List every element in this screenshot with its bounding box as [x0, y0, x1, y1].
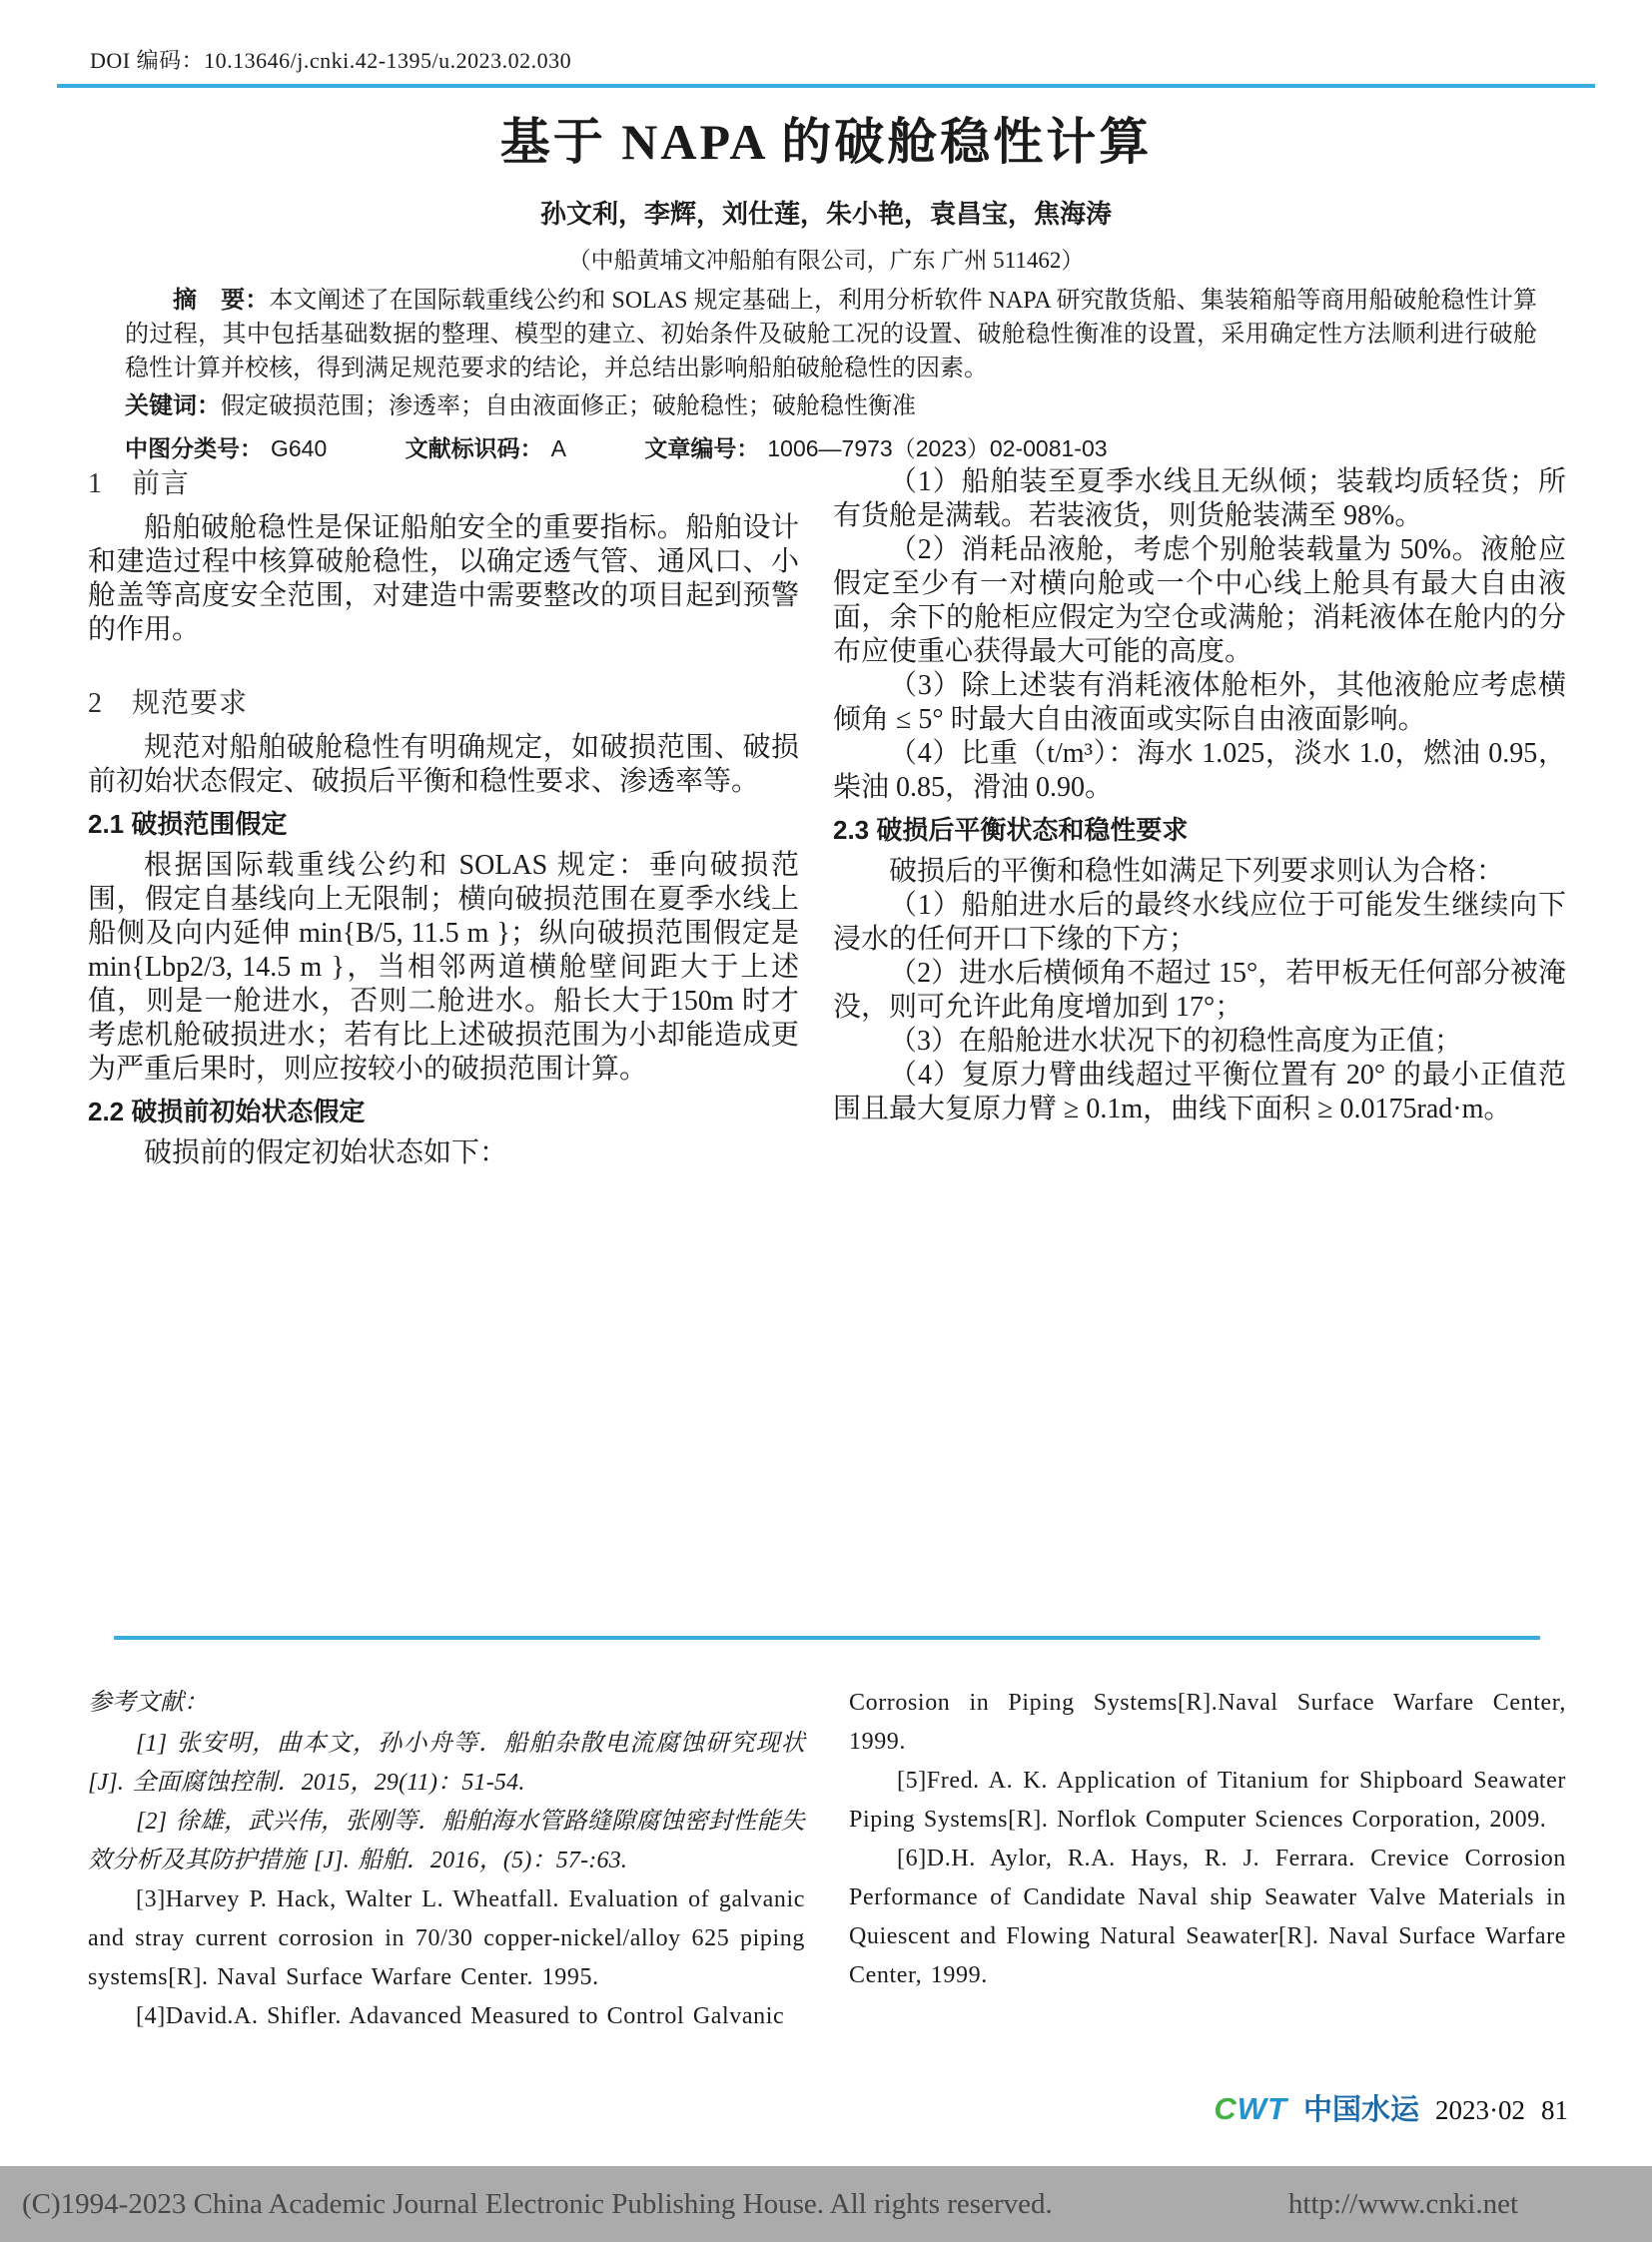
classification-line: [125, 431, 1537, 465]
paragraph: 破损前的假定初始状态如下：: [144, 1137, 508, 1168]
paragraph: （1）船舶装至夏季水线且无纵倾；装载均质轻货；所有货舱是满载。若装液货，则货舱装满至 98%。: [833, 466, 1566, 531]
clc-label: 中图分类号：: [125, 435, 263, 461]
paragraph: （3）除上述装有消耗液体舱柜外，其他液舱应考虑横倾角 ≤ 5° 时最大自由液面或实际自由液面影响。: [833, 670, 1566, 735]
article-id-value: 1006—7973（2023）02-0081-03: [767, 435, 1108, 461]
article-id-group: [644, 435, 1107, 461]
references-left-column: [88, 1684, 805, 2036]
journal-name: 中国水运: [1302, 2094, 1419, 2126]
article-id-label: 文章编号：: [644, 435, 760, 461]
logo-letters-wt: WT: [1237, 2091, 1287, 2126]
author-list: 孙文利，李辉，刘仕莲，朱小艳，袁昌宝，焦海涛: [539, 200, 1112, 229]
abstract-text: 本文阐述了在国际载重线公约和 SOLAS 规定基础上，利用分析软件 NAPA 研究散货船、集装箱船等商用船破舱稳性计算的过程，其中包括基础数据的整理、模型的建立、初始条件及破舱工况的设置、破舱稳性衡准的设置，采用确定性方法顺利进行破舱稳性计算并校核，得到满足规范要求的结论，并总结出影响船舶破舱稳性的因素。: [125, 288, 1538, 381]
paragraph: （2）消耗品液舱，考虑个别舱装载量为 50%。液舱应假定至少有一对横向舱或一个中心线上舱具有最大自由液面，余下的舱柜应假定为空仓或满舱；消耗液体在舱内的分布应使重心获得最大可能的高度。: [833, 534, 1566, 667]
reference-item: [3]Harvey P. Hack, Walter L. Wheatfall. Evaluation of galvanic and stray current corrosion in 70/30 copper-nickel/alloy 625 piping systems[R]. Naval Surface Warfare Center. 1995.: [88, 1886, 805, 1990]
doc-code-value: A: [550, 435, 566, 461]
section-2-2-heading: 2.2 破损前初始状态假定: [88, 1097, 366, 1126]
section-2-3-heading: 2.3 破损后平衡状态和稳性要求: [833, 815, 1189, 845]
abstract-block: [125, 284, 1537, 465]
keywords-text: 假定破损范围；渗透率；自由液面修正；破舱稳性；破舱稳性衡准: [221, 393, 916, 419]
section-1-heading: 1 前言: [88, 468, 191, 499]
keywords-line: [125, 389, 1537, 423]
journal-logo: [1214, 2091, 1287, 2127]
clc-group: [125, 435, 327, 461]
doc-code-label: 文献标识码：: [405, 435, 543, 461]
paragraph: （1）船舶进水后的最终水线应位于可能发生继续向下浸水的任何开口下缘的下方；: [833, 890, 1566, 955]
abstract-label: 摘 要：: [173, 287, 270, 314]
paragraph: （2）进水后横倾角不超过 15°，若甲板无任何部分被淹没，则可允许此角度增加到 17°；: [833, 958, 1566, 1023]
section-2-1-heading: 2.1 破损范围假定: [88, 809, 288, 839]
top-divider-rule: [57, 84, 1595, 88]
copyright-text: (C)1994-2023 China Academic Journal Electronic Publishing House. All rights reserved.: [22, 2187, 1053, 2220]
paragraph: 破损后的平衡和稳性如满足下列要求则认为合格：: [889, 856, 1505, 887]
paragraph: （3）在船舱进水状况下的初稳性高度为正值；: [889, 1026, 1463, 1057]
keywords-label: 关键词：: [125, 392, 221, 419]
article-title: 基于 NAPA 的破舱稳性计算: [499, 114, 1153, 170]
clc-value: G640: [271, 435, 328, 461]
doi-code: DOI 编码：10.13646/j.cnki.42-1395/u.2023.02.030: [90, 48, 572, 73]
reference-item: [1] 张安明，曲本文，孙小舟等．船舶杂散电流腐蚀研究现状 [J]. 全面腐蚀控制．2015，29(11)：51-54.: [88, 1731, 805, 1796]
right-column: [833, 465, 1566, 1170]
page-number: 81: [1541, 2095, 1568, 2125]
paragraph: 规范对船舶破舱稳性有明确规定，如破损范围、破损前初始状态假定、破损后平衡和稳性要求、渗透率等。: [88, 732, 799, 797]
left-column: [88, 465, 799, 1170]
copyright-bar: [0, 2166, 1652, 2242]
logo-letter-c: C: [1214, 2091, 1238, 2126]
section-2-heading: 2 规范要求: [88, 688, 249, 719]
reference-item: [5]Fred. A. K. Application of Titanium for Shipboard Seawater Piping Systems[R]. Norflok Computer Sciences Corporation, 2009.: [849, 1768, 1566, 1833]
paragraph: 根据国际载重线公约和 SOLAS 规定：垂向破损范围，假定自基线向上无限制；横向破损范围在夏季水线上船侧及向内延伸 min{B/5, 11.5 m }；纵向破损范围假定是 min{Lbp2/3, 14.5 m }，当相邻两道横舱壁间距大于上述值，则是一舱进水，否则二舱进水。船长大于150m 时才考虑机舱破损进水；若有比上述破损范围为小却能造成更为严重后果时，则应按较小的破损范围计算。: [88, 850, 799, 1085]
references-heading: 参考文献：: [88, 1690, 208, 1716]
references-section: [88, 1684, 1566, 2036]
affiliation: （中船黄埔文冲船舶有限公司，广东 广州 511462）: [567, 248, 1085, 273]
paragraph: （4）复原力臂曲线超过平衡位置有 20° 的最小正值范围且最大复原力臂 ≥ 0.1m，曲线下面积 ≥ 0.0175rad·m。: [833, 1060, 1566, 1124]
cnki-url: http://www.cnki.net: [1287, 2187, 1518, 2220]
article-body: [88, 465, 1566, 1170]
reference-item: [4]David.A. Shifler. Adavanced Measured to Control Galvanic: [136, 2003, 785, 2029]
doc-code-group: [406, 435, 566, 461]
issue-number: 2023·02: [1435, 2095, 1525, 2125]
reference-item: [6]D.H. Aylor, R.A. Hays, R. J. Ferrara. Crevice Corrosion Performance of Candidate Naval ship Seawater Valve Materials in Quiescent and Flowing Natural Seawater[R]. Naval Surface Warfare Center, 1999.: [849, 1846, 1566, 1988]
paragraph: （4）比重（t/m³）：海水 1.025，淡水 1.0，燃油 0.95，柴油 0.85，滑油 0.90。: [833, 738, 1566, 803]
journal-footer: [1214, 2087, 1568, 2128]
references-right-column: [849, 1684, 1566, 2036]
reference-continuation: Corrosion in Piping Systems[R].Naval Surface Warfare Center, 1999.: [849, 1690, 1566, 1755]
references-divider-rule: [114, 1636, 1540, 1640]
paragraph: 船舶破舱稳性是保证船舶安全的重要指标。船舶设计和建造过程中核算破舱稳性，以确定透气管、通风口、小舱盖等高度安全范围，对建造中需要整改的项目起到预警的作用。: [88, 512, 799, 645]
abstract-paragraph: [125, 284, 1537, 385]
reference-item: [2] 徐雄，武兴伟，张刚等．船舶海水管路缝隙腐蚀密封性能失效分析及其防护措施 [J]. 船舶．2016，(5)：57-:63.: [88, 1809, 805, 1873]
